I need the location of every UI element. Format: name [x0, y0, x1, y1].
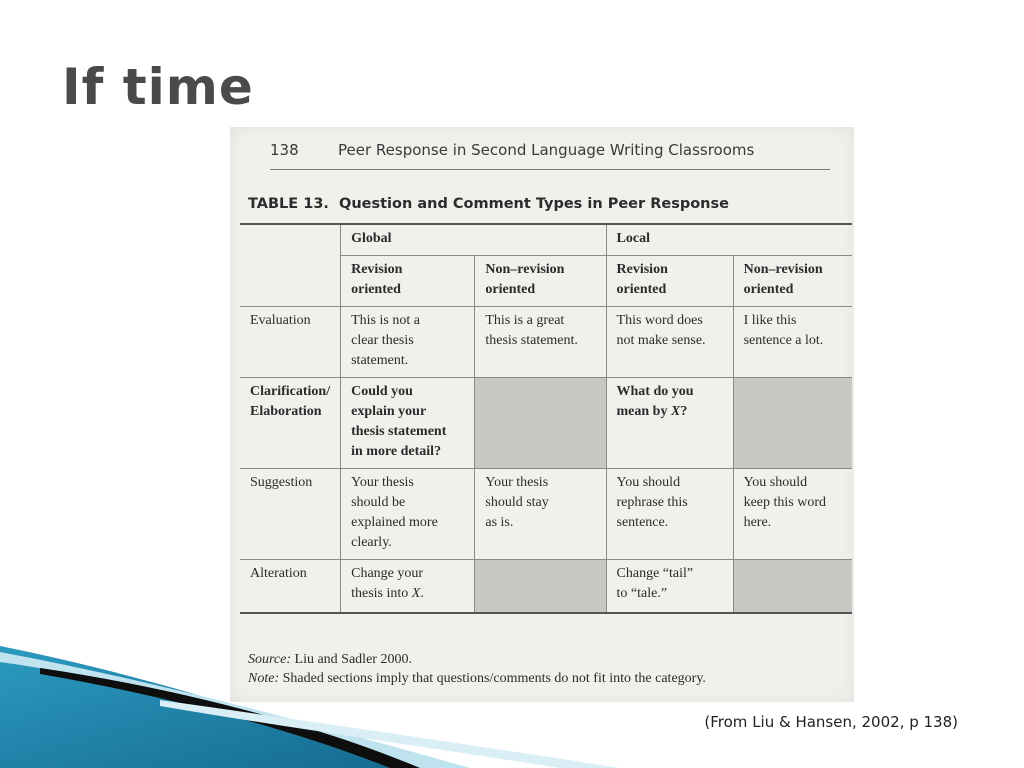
table-row-evaluation	[240, 307, 852, 378]
question-comment-table	[240, 223, 852, 614]
subheader-local-revision: Revision oriented	[606, 256, 733, 307]
table-number: TABLE 13.	[248, 196, 329, 212]
table-row-suggestion	[240, 469, 852, 560]
page-header	[270, 141, 830, 159]
cell-suggestion-local-revision: You should rephrase this sentence.	[606, 469, 733, 560]
cell-clarification-global-revision: Could you explain your thesis statement in more detail?	[341, 378, 475, 469]
table-row-clarification	[240, 378, 852, 469]
source-note	[248, 650, 848, 669]
note-label: Note:	[248, 671, 280, 686]
table-notes	[248, 650, 848, 688]
shading-note	[248, 669, 848, 688]
corner-cell	[240, 224, 341, 307]
row-label-clarification: Clarification/ Elaboration	[240, 378, 341, 469]
group-header-local: Local	[606, 224, 852, 256]
scanned-book-page	[230, 127, 854, 702]
subheader-global-revision: Revision oriented	[341, 256, 475, 307]
source-text: Liu and Sadler 2000.	[291, 652, 412, 667]
cell-alteration-global-non-revision-shaded	[475, 560, 606, 614]
page-number: 138	[270, 141, 299, 159]
subheader-global-non-revision: Non–revision oriented	[475, 256, 606, 307]
slide-title: If time	[62, 58, 254, 116]
citation: (From Liu & Hansen, 2002, p 138)	[704, 713, 958, 731]
row-label-evaluation: Evaluation	[240, 307, 341, 378]
row-label-suggestion: Suggestion	[240, 469, 341, 560]
group-header-global: Global	[341, 224, 606, 256]
table-caption	[248, 196, 729, 212]
cell-alteration-global-revision: Change your thesis into X.	[341, 560, 475, 614]
book-title: Peer Response in Second Language Writing Classrooms	[338, 141, 755, 159]
note-text: Shaded sections imply that questions/comments do not fit into the category.	[279, 671, 706, 686]
cell-evaluation-local-non-revision: I like this sentence a lot.	[733, 307, 852, 378]
cell-clarification-local-revision: What do you mean by X?	[606, 378, 733, 469]
row-label-alteration: Alteration	[240, 560, 341, 614]
cell-alteration-local-revision: Change “tail” to “tale.”	[606, 560, 733, 614]
cell-suggestion-local-non-revision: You should keep this word here.	[733, 469, 852, 560]
cell-clarification-global-non-revision-shaded	[475, 378, 606, 469]
cell-evaluation-global-non-revision: This is a great thesis statement.	[475, 307, 606, 378]
cell-alteration-local-non-revision-shaded	[733, 560, 852, 614]
cell-suggestion-global-non-revision: Your thesis should stay as is.	[475, 469, 606, 560]
cell-clarification-local-non-revision-shaded	[733, 378, 852, 469]
cell-suggestion-global-revision: Your thesis should be explained more clearly.	[341, 469, 475, 560]
source-label: Source:	[248, 652, 292, 667]
cell-evaluation-global-revision: This is not a clear thesis statement.	[341, 307, 475, 378]
cell-evaluation-local-revision: This word does not make sense.	[606, 307, 733, 378]
header-rule	[270, 169, 830, 170]
subheader-local-non-revision: Non–revision oriented	[733, 256, 852, 307]
table-row-alteration	[240, 560, 852, 614]
table-title: Question and Comment Types in Peer Response	[339, 196, 729, 212]
